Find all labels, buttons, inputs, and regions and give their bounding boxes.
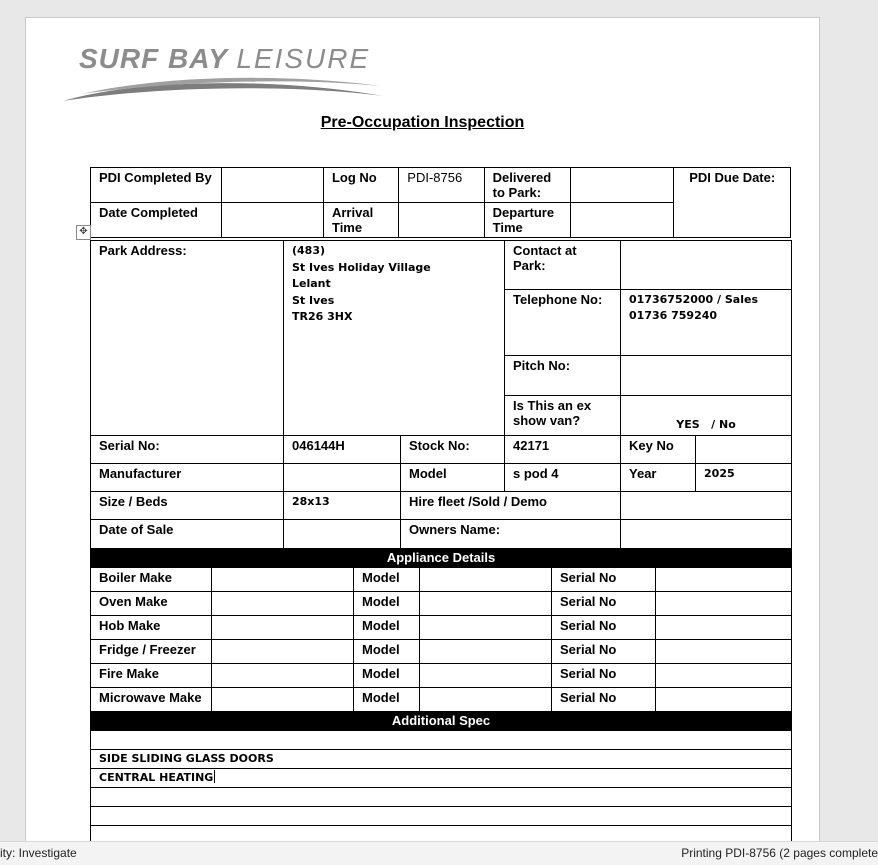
date-completed-field[interactable]	[221, 203, 323, 238]
spec-line-active[interactable]	[91, 769, 792, 788]
appliance-serial-field[interactable]	[656, 568, 792, 592]
appliance-label: Fire Make	[91, 664, 212, 688]
arrival-time-field[interactable]	[399, 203, 484, 238]
appliance-model-label: Model	[354, 688, 420, 712]
hire-sold-demo-label: Hire fleet /Sold / Demo	[401, 492, 621, 520]
appliance-details-header: Appliance Details	[91, 549, 792, 568]
hire-sold-demo-field[interactable]	[621, 492, 792, 520]
date-of-sale-field[interactable]	[284, 520, 401, 549]
date-completed-label: Date Completed	[91, 203, 222, 238]
appliance-make-field[interactable]	[212, 640, 354, 664]
spec-line[interactable]	[91, 788, 792, 807]
stock-no-value: 42171	[505, 436, 621, 464]
telephone-value: 01736752000 / Sales 01736 759240	[621, 290, 792, 356]
spec-line[interactable]	[91, 807, 792, 826]
ex-show-van-label: Is This an ex show van?	[505, 396, 621, 436]
address-line: TR26 3HX	[292, 310, 353, 323]
appliance-label: Fridge / Freezer	[91, 640, 212, 664]
appliance-label: Hob Make	[91, 616, 212, 640]
contact-at-park-field[interactable]	[621, 241, 792, 290]
appliance-serial-label: Serial No	[552, 664, 656, 688]
departure-time-field[interactable]	[571, 203, 674, 238]
appliance-serial-label: Serial No	[552, 616, 656, 640]
park-details-table	[90, 240, 792, 549]
appliance-make-field[interactable]	[212, 616, 354, 640]
delivered-to-park-label: Delivered to Park:	[484, 168, 570, 203]
appliance-make-field[interactable]	[212, 592, 354, 616]
appliance-model-label: Model	[354, 592, 420, 616]
appliance-make-field[interactable]	[212, 688, 354, 712]
appliance-model-label: Model	[354, 664, 420, 688]
additional-spec-header: Additional Spec	[91, 712, 792, 731]
pdi-due-date-label: PDI Due Date:	[674, 168, 791, 238]
additional-spec-table	[90, 730, 792, 845]
appliance-serial-field[interactable]	[656, 592, 792, 616]
address-line: (483)	[292, 244, 326, 257]
appliance-model-field[interactable]	[420, 664, 552, 688]
appliance-serial-field[interactable]	[656, 688, 792, 712]
pdi-completed-by-field[interactable]	[221, 168, 323, 203]
manufacturer-field[interactable]	[284, 464, 401, 492]
text-cursor	[214, 770, 215, 783]
appliance-model-label: Model	[354, 568, 420, 592]
serial-no-value: 046144H	[284, 436, 401, 464]
address-line: Lelant	[292, 277, 331, 290]
key-no-field[interactable]	[696, 436, 792, 464]
pitch-no-field[interactable]	[621, 356, 792, 396]
arrival-time-label: Arrival Time	[323, 203, 398, 238]
serial-no-label: Serial No:	[91, 436, 284, 464]
size-beds-label: Size / Beds	[91, 492, 284, 520]
appliance-make-field[interactable]	[212, 664, 354, 688]
manufacturer-label: Manufacturer	[91, 464, 284, 492]
appliance-serial-field[interactable]	[656, 616, 792, 640]
logo-light-text: LEISURE	[236, 43, 371, 74]
appliance-label: Microwave Make	[91, 688, 212, 712]
appliance-serial-label: Serial No	[552, 688, 656, 712]
table-move-handle-icon[interactable]: ✥	[76, 225, 91, 240]
appliance-model-field[interactable]	[420, 640, 552, 664]
document-title: Pre-Occupation Inspection	[320, 114, 525, 131]
address-line: St Ives	[292, 293, 335, 307]
logo-main-text: SURF BAY	[79, 43, 228, 74]
year-label: Year	[621, 464, 696, 492]
spec-line[interactable]: SIDE SLIDING GLASS DOORS	[91, 750, 792, 769]
stock-no-label: Stock No:	[401, 436, 505, 464]
status-bar	[0, 841, 878, 865]
appliance-make-field[interactable]	[212, 568, 354, 592]
spec-line-text: CENTRAL HEATING	[99, 771, 214, 784]
log-no-value: PDI-8756	[399, 168, 484, 203]
appliance-model-field[interactable]	[420, 616, 552, 640]
appliance-serial-label: Serial No	[552, 640, 656, 664]
contact-at-park-label: Contact at Park:	[505, 241, 621, 290]
key-no-label: Key No	[621, 436, 696, 464]
appliance-serial-field[interactable]	[656, 640, 792, 664]
status-printing: Printing PDI-8756 (2 pages complete	[681, 846, 878, 860]
size-beds-value: 28x13	[284, 492, 401, 520]
appliance-serial-field[interactable]	[656, 664, 792, 688]
appliance-serial-label: Serial No	[552, 568, 656, 592]
park-address-value	[284, 241, 505, 436]
owners-name-field[interactable]	[621, 520, 792, 549]
appliance-model-field[interactable]	[420, 568, 552, 592]
park-address-label: Park Address:	[91, 241, 284, 436]
pitch-no-label: Pitch No:	[505, 356, 621, 396]
year-value: 2025	[696, 464, 792, 492]
appliance-serial-label: Serial No	[552, 592, 656, 616]
telephone-label: Telephone No:	[505, 290, 621, 356]
appliance-model-label: Model	[354, 616, 420, 640]
status-accessibility[interactable]: ity: Investigate	[0, 846, 77, 860]
ex-show-van-value: YES / No	[621, 396, 792, 436]
pdi-completed-by-label: PDI Completed By	[91, 168, 222, 203]
appliance-label: Boiler Make	[91, 568, 212, 592]
spec-line[interactable]	[91, 731, 792, 750]
surf-bay-logo	[61, 38, 391, 108]
appliance-model-field[interactable]	[420, 592, 552, 616]
document-page[interactable]	[25, 17, 820, 849]
model-value: s pod 4	[505, 464, 621, 492]
appliance-model-label: Model	[354, 640, 420, 664]
appliance-label: Oven Make	[91, 592, 212, 616]
pdi-header-table	[90, 167, 791, 238]
appliance-model-field[interactable]	[420, 688, 552, 712]
delivered-to-park-field[interactable]	[571, 168, 674, 203]
model-label: Model	[401, 464, 505, 492]
appliance-details-table	[90, 548, 792, 731]
departure-time-label: Departure Time	[484, 203, 570, 238]
owners-name-label: Owners Name:	[401, 520, 621, 549]
address-line: St Ives Holiday Village	[292, 260, 431, 274]
log-no-label: Log No	[323, 168, 398, 203]
date-of-sale-label: Date of Sale	[91, 520, 284, 549]
